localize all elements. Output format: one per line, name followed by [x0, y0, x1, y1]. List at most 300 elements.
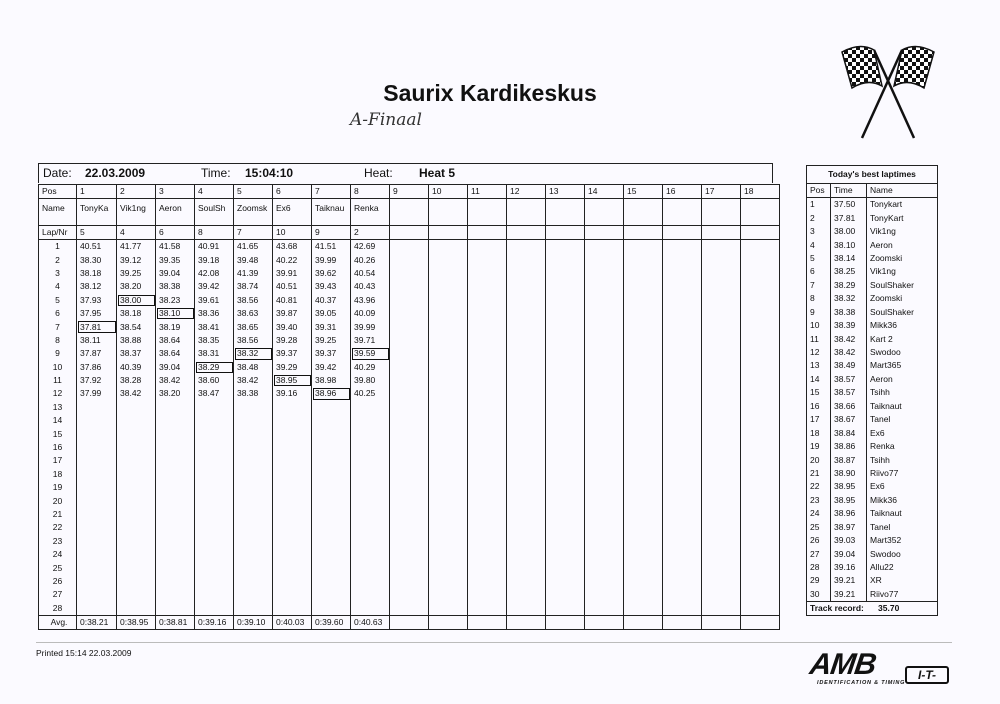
lap-time [585, 240, 624, 254]
lap-time [702, 602, 741, 616]
lap-time [195, 535, 234, 548]
lap-time [741, 508, 780, 521]
lap-time: 38.42 [234, 374, 273, 387]
lap-row [39, 602, 780, 616]
lap-time [507, 280, 546, 293]
lap-time [585, 535, 624, 548]
lap-time [390, 347, 429, 360]
best-name: SoulShaker [870, 279, 914, 290]
lap-time [195, 548, 234, 561]
lap-time [702, 468, 741, 481]
lap-time [273, 441, 312, 454]
lap-row [39, 494, 780, 507]
lap-time [702, 320, 741, 333]
best-name: Swodoo [870, 347, 901, 358]
best-time: 38.95 [831, 480, 867, 493]
lap-time [663, 494, 702, 507]
lap-time [468, 361, 507, 374]
lap-time [624, 347, 663, 360]
cell [390, 615, 429, 629]
cell: 0:40.03 [273, 615, 312, 629]
best-time: 37.81 [831, 211, 867, 224]
lap-time [351, 401, 390, 414]
lap-time: 38.38 [156, 280, 195, 293]
best-pos: 20 [807, 453, 831, 466]
cell [741, 226, 780, 240]
lap-time: 38.37 [117, 347, 156, 360]
lap-time [156, 561, 195, 574]
best-name: Tonykart [870, 199, 903, 210]
lap-time [468, 307, 507, 320]
lap-time [429, 535, 468, 548]
time-value: 15:04:10 [245, 166, 294, 180]
lap-time: 39.42 [195, 280, 234, 293]
lap-time [741, 548, 780, 561]
best-lap-time: 38.96 [312, 387, 351, 400]
lap-time [117, 588, 156, 601]
cell: 8 [195, 226, 234, 240]
lap-time [507, 454, 546, 467]
lap-time [390, 320, 429, 333]
lap-row [39, 294, 780, 307]
lap-time [624, 427, 663, 440]
best-time: 39.21 [831, 588, 867, 601]
lap-time: 40.37 [312, 294, 351, 307]
lap-time [624, 361, 663, 374]
best-lap-time: 38.10 [156, 307, 195, 320]
lap-time [195, 454, 234, 467]
lap-time: 38.74 [234, 280, 273, 293]
lap-time [624, 294, 663, 307]
lap-time: 38.48 [234, 361, 273, 374]
cell: 7 [234, 226, 273, 240]
lap-number: 24 [39, 548, 77, 561]
lap-time [702, 361, 741, 374]
best-name: Riivo77 [870, 588, 899, 599]
cell: 0:38.21 [77, 615, 117, 629]
lap-time: 39.12 [117, 253, 156, 266]
lap-time [117, 521, 156, 534]
cell: 0:39.16 [195, 615, 234, 629]
lap-time [273, 468, 312, 481]
lap-time [702, 267, 741, 280]
lap-time [117, 602, 156, 616]
lap-number: 14 [39, 414, 77, 427]
lap-time [585, 307, 624, 320]
lap-time [390, 441, 429, 454]
best-row [807, 413, 937, 426]
best-pos: 18 [807, 426, 831, 439]
lap-time [585, 575, 624, 588]
lap-time [390, 374, 429, 387]
lap-time: 41.77 [117, 240, 156, 254]
lap-time [390, 387, 429, 400]
lap-time [77, 427, 117, 440]
handwritten-subtitle: A-Finaal [350, 110, 422, 130]
lap-time [156, 548, 195, 561]
lap-time [741, 253, 780, 266]
lap-time [585, 320, 624, 333]
cell: Zoomsk [234, 199, 273, 226]
lap-time [195, 481, 234, 494]
best-row [807, 198, 937, 212]
lap-time [117, 454, 156, 467]
lap-time [390, 240, 429, 254]
best-pos: 3 [807, 225, 831, 238]
lap-time [702, 334, 741, 347]
lap-time [585, 267, 624, 280]
lap-time [585, 454, 624, 467]
lap-time [234, 508, 273, 521]
lap-time [585, 468, 624, 481]
lap-time [117, 548, 156, 561]
lap-number: 19 [39, 481, 77, 494]
lap-time: 39.48 [234, 253, 273, 266]
kart-number-row [39, 226, 780, 240]
cell: 16 [663, 185, 702, 199]
cell: 8 [351, 185, 390, 199]
best-name: Zoomski [870, 293, 903, 304]
lap-row [39, 575, 780, 588]
lap-time: 40.26 [351, 253, 390, 266]
lap-time [507, 253, 546, 266]
lap-time [741, 441, 780, 454]
best-time: 38.57 [831, 373, 867, 386]
lap-time [702, 387, 741, 400]
lap-time: 38.23 [156, 294, 195, 307]
best-pos: 30 [807, 588, 831, 601]
cell [429, 226, 468, 240]
lap-time [507, 267, 546, 280]
best-pos: 9 [807, 306, 831, 319]
lap-time [507, 414, 546, 427]
lap-time [663, 508, 702, 521]
lap-time [663, 468, 702, 481]
best-row [807, 306, 937, 319]
lap-time [390, 334, 429, 347]
lap-time [390, 307, 429, 320]
lap-time [663, 588, 702, 601]
lap-time [273, 575, 312, 588]
lap-time [468, 414, 507, 427]
lap-time [507, 561, 546, 574]
lap-time [546, 334, 585, 347]
best-time: 38.95 [831, 494, 867, 507]
lap-time [351, 414, 390, 427]
lap-time [195, 414, 234, 427]
lap-time: 38.11 [77, 334, 117, 347]
lap-time [663, 427, 702, 440]
lap-time [507, 401, 546, 414]
lap-time [234, 494, 273, 507]
lap-time [624, 374, 663, 387]
lap-time: 40.43 [351, 280, 390, 293]
best-time: 38.10 [831, 238, 867, 251]
cell [507, 226, 546, 240]
best-row [807, 346, 937, 359]
lap-row [39, 320, 780, 333]
lap-time [77, 401, 117, 414]
lap-time [741, 521, 780, 534]
lap-time [585, 347, 624, 360]
cell [663, 615, 702, 629]
best-name: Vik1ng [870, 266, 896, 277]
lap-time: 39.31 [312, 320, 351, 333]
cell [468, 615, 507, 629]
lap-time [507, 521, 546, 534]
lap-time [390, 535, 429, 548]
lap-time [312, 602, 351, 616]
lap-time [429, 602, 468, 616]
lap-number: 2 [39, 253, 77, 266]
lap-time [273, 602, 312, 616]
lap-time [468, 267, 507, 280]
lap-time [429, 441, 468, 454]
position-row [39, 185, 780, 199]
cell: 6 [273, 185, 312, 199]
lap-time [77, 481, 117, 494]
lap-number: 26 [39, 575, 77, 588]
lap-time [702, 294, 741, 307]
best-pos: 27 [807, 547, 831, 560]
lap-time [663, 294, 702, 307]
best-name: XR [870, 575, 882, 586]
lap-row [39, 307, 780, 320]
lap-time [624, 307, 663, 320]
lap-time: 39.25 [312, 334, 351, 347]
best-name: SoulShaker [870, 306, 914, 317]
lap-time [117, 441, 156, 454]
lap-time [273, 508, 312, 521]
best-name: Renka [870, 441, 895, 452]
best-lap-time: 37.81 [77, 320, 117, 333]
lap-time [546, 294, 585, 307]
best-name: Tsihh [870, 387, 890, 398]
lap-time [195, 575, 234, 588]
lap-time: 38.18 [77, 267, 117, 280]
lap-time [390, 575, 429, 588]
best-pos: 1 [807, 198, 831, 212]
lap-row [39, 441, 780, 454]
lap-time [195, 561, 234, 574]
lap-number: 10 [39, 361, 77, 374]
lap-time [663, 521, 702, 534]
heat-header [38, 163, 773, 183]
lap-time [507, 548, 546, 561]
lap-number: 12 [39, 387, 77, 400]
lap-time [663, 414, 702, 427]
lap-time [390, 508, 429, 521]
checkered-flags-icon [836, 42, 940, 142]
lap-time [312, 588, 351, 601]
lap-time [273, 521, 312, 534]
cell [468, 226, 507, 240]
best-time: 38.14 [831, 252, 867, 265]
lap-time [156, 401, 195, 414]
lap-time [663, 240, 702, 254]
lap-number: 18 [39, 468, 77, 481]
lap-time [468, 481, 507, 494]
best-lap-time: 39.59 [351, 347, 390, 360]
lap-time [117, 508, 156, 521]
lap-time: 38.31 [195, 347, 234, 360]
best-time: Time [831, 184, 867, 198]
cell: 1 [77, 185, 117, 199]
lap-time [546, 240, 585, 254]
lap-time [156, 575, 195, 588]
lap-time [468, 561, 507, 574]
lap-time [468, 535, 507, 548]
lap-time [741, 494, 780, 507]
lap-time [195, 494, 234, 507]
lap-time [390, 521, 429, 534]
lap-time: 40.51 [77, 240, 117, 254]
lap-time [195, 508, 234, 521]
cell [507, 199, 546, 226]
lap-time: 41.58 [156, 240, 195, 254]
best-row [807, 467, 937, 480]
lap-time [585, 427, 624, 440]
lap-time [312, 454, 351, 467]
lap-time [585, 374, 624, 387]
lap-time: 38.47 [195, 387, 234, 400]
lap-time [117, 494, 156, 507]
lap-time [624, 494, 663, 507]
lap-time [624, 280, 663, 293]
lap-time [468, 387, 507, 400]
best-name: Taiknaut [870, 508, 902, 519]
lap-time [507, 361, 546, 374]
lap-time [390, 561, 429, 574]
best-time: 38.38 [831, 306, 867, 319]
best-pos: 16 [807, 400, 831, 413]
best-pos: 25 [807, 521, 831, 534]
lap-time [702, 561, 741, 574]
lap-time [468, 441, 507, 454]
lap-time [546, 508, 585, 521]
lap-time [585, 334, 624, 347]
best-pos: 29 [807, 574, 831, 587]
lap-time [546, 468, 585, 481]
lap-time [468, 280, 507, 293]
lap-time [741, 240, 780, 254]
best-time: 37.50 [831, 198, 867, 212]
cell: Ex6 [273, 199, 312, 226]
lap-time [585, 294, 624, 307]
lap-time [273, 427, 312, 440]
lap-time: 39.62 [312, 267, 351, 280]
best-pos: 14 [807, 373, 831, 386]
lap-time [390, 427, 429, 440]
lap-time [351, 454, 390, 467]
lap-time [546, 441, 585, 454]
lap-time [507, 468, 546, 481]
best-name: Swodoo [870, 548, 901, 559]
lap-time [546, 414, 585, 427]
lap-time [741, 361, 780, 374]
lap-time [468, 253, 507, 266]
lap-time [468, 468, 507, 481]
lap-time [702, 494, 741, 507]
lap-time [234, 588, 273, 601]
lap-time [156, 494, 195, 507]
lap-time [234, 481, 273, 494]
lap-time [663, 454, 702, 467]
lap-time [663, 280, 702, 293]
it-logo-badge: I-T- [905, 666, 949, 684]
lap-time [351, 548, 390, 561]
lap-time [312, 561, 351, 574]
lap-time [546, 454, 585, 467]
lap-time [429, 347, 468, 360]
lap-time: 40.91 [195, 240, 234, 254]
best-pos: 6 [807, 265, 831, 278]
cell: 0:39.10 [234, 615, 273, 629]
lap-time [312, 494, 351, 507]
lap-time [507, 441, 546, 454]
lap-time: 40.29 [351, 361, 390, 374]
lap-time [351, 508, 390, 521]
lap-time [585, 387, 624, 400]
lap-time [77, 575, 117, 588]
lap-number: 25 [39, 561, 77, 574]
lap-time [390, 548, 429, 561]
lap-time: 38.56 [234, 334, 273, 347]
cell [624, 226, 663, 240]
best-time: 38.87 [831, 453, 867, 466]
lap-time [117, 414, 156, 427]
cell [624, 615, 663, 629]
lap-time [741, 427, 780, 440]
cell [390, 226, 429, 240]
lap-time [390, 267, 429, 280]
best-row [807, 386, 937, 399]
lap-time [351, 535, 390, 548]
lap-time [273, 548, 312, 561]
best-time: 38.39 [831, 319, 867, 332]
best-time: 38.96 [831, 507, 867, 520]
best-lap-time: 38.95 [273, 374, 312, 387]
cell: 13 [546, 185, 585, 199]
lap-time [741, 588, 780, 601]
cell: 0:39.60 [312, 615, 351, 629]
lap-time [624, 454, 663, 467]
best-pos: 13 [807, 359, 831, 372]
best-time: 38.57 [831, 386, 867, 399]
lap-time [663, 401, 702, 414]
best-row [807, 574, 937, 587]
best-row [807, 359, 937, 372]
cell: 9 [390, 185, 429, 199]
best-row [807, 507, 937, 520]
lap-number: 11 [39, 374, 77, 387]
lap-time [741, 454, 780, 467]
lap-time [663, 548, 702, 561]
lap-time [312, 481, 351, 494]
lap-time [468, 374, 507, 387]
lap-time [546, 548, 585, 561]
lap-time [702, 374, 741, 387]
lap-time [546, 575, 585, 588]
best-row [807, 332, 937, 345]
row-label: Pos [39, 185, 77, 199]
lap-time [429, 253, 468, 266]
lap-time [585, 253, 624, 266]
lap-time [585, 602, 624, 616]
lap-time [741, 320, 780, 333]
lap-time [351, 575, 390, 588]
cell [741, 615, 780, 629]
